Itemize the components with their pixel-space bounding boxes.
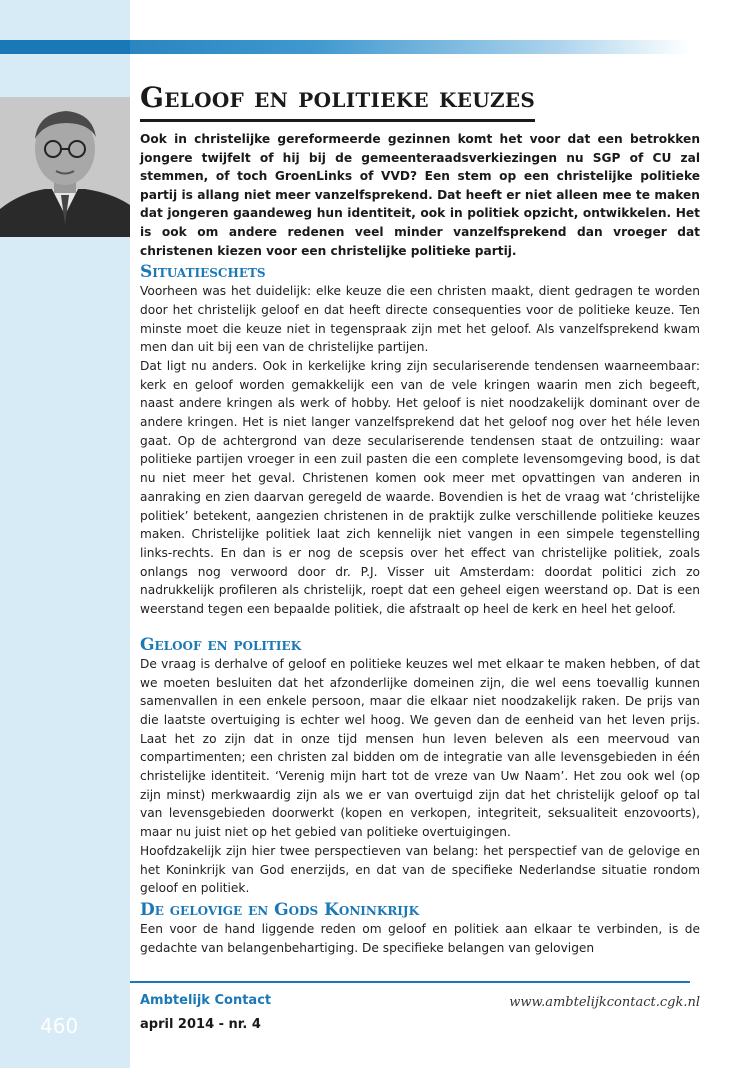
footer-brand: Ambtelijk Contact <box>140 993 272 1008</box>
author-portrait-image <box>0 97 130 237</box>
paragraph: Voorheen was het duidelijk: elke keuze die een christen maakt, dient gedragen te worden door het christelijk geloof en dat heeft directe consequenties voor de politieke keuze. Ten minste moet die keuze niet in tegenspraak zijn met het geloof. Als vanzelfsprekend kwam men dan uit bij een van de christelijke partijen. <box>140 284 700 355</box>
page-number: 460 <box>40 1014 79 1038</box>
article-title: Geloof en politieke keuzes <box>140 80 535 122</box>
footer-divider <box>130 981 690 983</box>
top-color-band-left <box>0 40 130 54</box>
author-photo <box>0 97 130 237</box>
paragraph: Dat ligt nu anders. Ook in kerkelijke kring zijn seculariserende tendensen waarneembaar: kerk en geloof worden gemakkelijk een van de vele kringen waarin men zich begeeft, naast andere kringen als werk of hobby. Het geloof is niet noodzakelijk dominant over de andere kringen. Het is niet langer vanzelfsprekend dat het geloof nog over het héle leven gaat. Op de achtergrond van deze seculariserende tendensen staat de ontzuiling: waar politieke partijen vroeger in een zuil pasten die een complete levensomgeving bood, is dat nu niet meer het geval. Christenen komen ook meer met opvattingen van anderen in aanraking en zien daarvan geregeld de waarde. Bovendien is het de vraag wat ‘christelijke politiek’ betekent, aangezien christenen in de praktijk zulke verschillende politieke keuzes maken. Christelijke politiek laat zich kennelijk niet vangen in een simpele tegenstelling links-rechts. En dan is er nog de scepsis over het effect van christelijke politiek, zoals onlangs nog verwoord door dr. P.J. Visser uit Amsterdam: doordat politici zich zo nadrukkelijk profileren als christelijk, roept dat een geheel eigen weerstand op. Dat is een weerstand tegen een bepaalde politiek, die afstraalt op heel de kerk en heel het geloof. <box>140 358 700 617</box>
section-geloof-en-politiek <box>140 635 700 898</box>
section-situatieschets <box>140 262 700 619</box>
section-heading: De gelovige en Gods Koninkrijk <box>140 899 420 920</box>
paragraph: De vraag is derhalve of geloof en politieke keuzes wel met elkaar te maken hebben, of dat we moeten besluiten dat het afzonderlijke domeinen zijn, die wel eens toevallig kunnen samenvallen in een enkele persoon, maar die elkaar niet noodzakelijk raken. De prijs van die laatste overtuiging is echter wel hoog. We geven dan de eenheid van het leven prijs. Laat het zo zijn dat in onze tijd mensen hun leven beleven als een meervoud van compartimenten; een christen zal bidden om de integratie van alle levensgebieden in één christelijke identiteit. ‘Verenig mijn hart tot de vreze van Uw Naam’. Het zou ook wel (op zijn minst) merkwaardig zijn als we er van overtuigd zijn dat het christelijk geloof op tal van levensgebieden doorwerkt (kopen en verkopen, integriteit, seksualiteit enzovoorts), maar nu juist niet op het gebied van politieke overtuigingen. <box>140 656 700 840</box>
footer-issue: april 2014 - nr. 4 <box>140 1017 261 1032</box>
section-de-gelovige-en-gods-koninkrijk <box>140 900 700 957</box>
paragraph: Hoofdzakelijk zijn hier twee perspectieven van belang: het perspectief van de gelovige en het Koninkrijk van God enerzijds, en dat van de specifieke Nederlandse situatie rondom geloof en politiek. <box>140 843 700 896</box>
article-intro: Ook in christelijke gereformeerde gezinnen komt het voor dat een betrokken jongere twijfelt of hij bij de gemeenteraadsverkiezingen nu SGP of CU zal stemmen, of toch GroenLinks of VVD? Een stem op een christelijke politieke partij is allang niet meer vanzelfsprekend. Dat heeft er niet alleen mee te maken dat jongeren gaandeweg hun identiteit, ook in politiek opzicht, ontwikkelen. Het is ook om andere redenen veel minder vanzelfsprekend dan vroeger dat christenen kiezen voor een christelijke politieke partij. <box>140 132 700 258</box>
footer-url[interactable]: www.ambtelijkcontact.cgk.nl <box>509 995 700 1010</box>
paragraph: Een voor de hand liggende reden om geloof en politiek aan elkaar te verbinden, is de gedachte van belangenbehartiging. De specifieke belangen van gelovigen <box>140 921 700 955</box>
article <box>140 80 700 957</box>
section-heading: Situatieschets <box>140 262 266 283</box>
section-heading: Geloof en politiek <box>140 634 302 655</box>
